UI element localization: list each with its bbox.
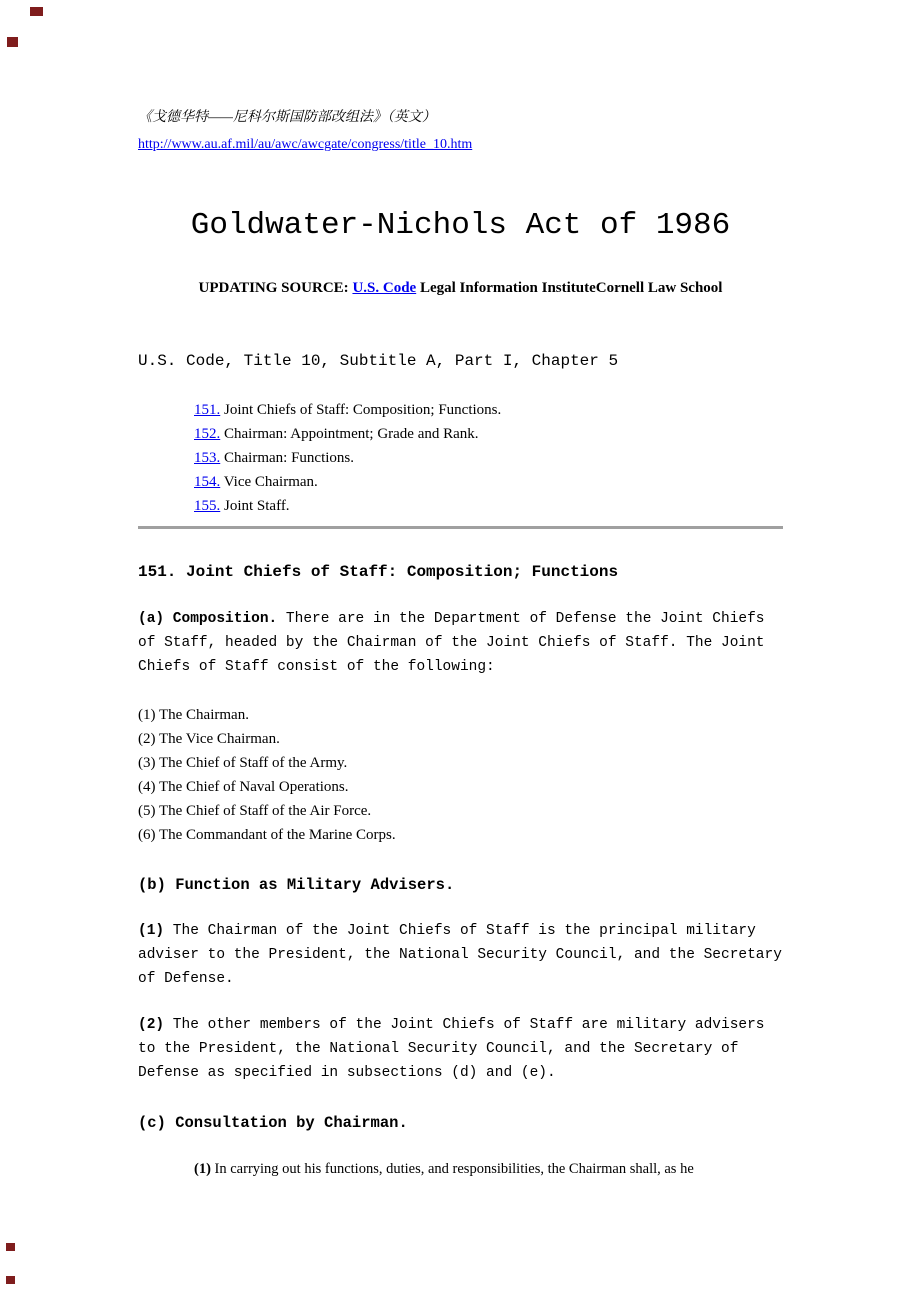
member-item-4: (4) The Chief of Naval Operations. xyxy=(138,779,349,795)
paragraph-b1-label: (1) xyxy=(138,923,165,939)
paragraph-c1-label: (1) xyxy=(194,1161,211,1177)
page-marker xyxy=(7,37,18,47)
member-item-5: (5) The Chief of Staff of the Air Force. xyxy=(138,803,372,819)
paragraph-c1-text: In carrying out his functions, duties, and responsibilities, the Chairman shall, as he xyxy=(210,1161,694,1177)
member-item-3: (3) The Chief of Staff of the Army. xyxy=(138,755,348,771)
section-151-heading: 151. Joint Chiefs of Staff: Composition; Functions xyxy=(138,563,619,581)
member-item-6: (6) The Commandant of the Marine Corps. xyxy=(138,827,396,843)
toc-label-154: Vice Chairman. xyxy=(220,474,318,490)
toc-item-154 xyxy=(194,470,783,494)
page-title: Goldwater-Nichols Act of 1986 xyxy=(190,208,731,243)
page-marker xyxy=(6,1243,15,1251)
paragraph-b1-text: The Chairman of the Joint Chiefs of Staff is the principal military adviser to the President, the National Security Council, and the Secretary of Defense. xyxy=(138,923,782,987)
page-marker xyxy=(30,7,43,16)
paragraph-a xyxy=(138,607,783,679)
heading-b: (b) Function as Military Advisers. xyxy=(138,876,455,894)
toc-link-151[interactable]: 151. xyxy=(194,402,221,418)
toc-link-152[interactable]: 152. xyxy=(194,426,221,442)
source-url-line xyxy=(138,135,783,154)
updating-source-suffix: Legal Information InstituteCornell Law School xyxy=(416,280,723,296)
paragraph-a-text: There are in the Department of Defense the Joint Chiefs of Staff, headed by the Chairman of the Joint Chiefs of Staff. The Joint Chiefs of Staff consist of the following: xyxy=(138,611,765,675)
us-code-link[interactable]: U.S. Code xyxy=(352,280,417,296)
paragraph-b2-text: The other members of the Joint Chiefs of Staff are military advisers to the President, the National Security Council, and the Secretary of Defense as specified in subsections (d) and (e). xyxy=(138,1017,765,1081)
member-item-1: (1) The Chairman. xyxy=(138,707,249,723)
paragraph-c1 xyxy=(194,1157,783,1181)
chinese-title-note: 《戈德华特——尼科尔斯国防部改组法》（英文） xyxy=(138,110,436,125)
paragraph-b1 xyxy=(138,919,783,991)
document-content xyxy=(138,0,783,1181)
heading-c: (c) Consultation by Chairman. xyxy=(138,1114,408,1132)
toc-link-154[interactable]: 154. xyxy=(194,474,221,490)
paragraph-b2-label: (2) xyxy=(138,1017,165,1033)
toc-item-153 xyxy=(194,446,783,470)
toc-item-152 xyxy=(194,422,783,446)
toc-label-153: Chairman: Functions. xyxy=(220,450,354,466)
toc-label-155: Joint Staff. xyxy=(220,498,290,514)
toc-link-153[interactable]: 153. xyxy=(194,450,221,466)
chapter-heading: U.S. Code, Title 10, Subtitle A, Part I, Chapter 5 xyxy=(138,352,619,370)
toc-item-151 xyxy=(194,398,783,422)
paragraph-b2 xyxy=(138,1013,783,1085)
source-url-link[interactable]: http://www.au.af.mil/au/awc/awcgate/congress/title_10.htm xyxy=(138,137,473,152)
toc-link-155[interactable]: 155. xyxy=(194,498,221,514)
updating-source-line xyxy=(138,278,783,298)
toc-label-151: Joint Chiefs of Staff: Composition; Functions. xyxy=(220,402,502,418)
divider-rule xyxy=(138,526,783,529)
member-item-2: (2) The Vice Chairman. xyxy=(138,731,280,747)
toc-item-155 xyxy=(194,494,783,518)
toc-label-152: Chairman: Appointment; Grade and Rank. xyxy=(220,426,479,442)
paragraph-a-label: (a) Composition. xyxy=(138,611,278,627)
updating-source-prefix: UPDATING SOURCE: xyxy=(198,280,353,296)
page-marker xyxy=(6,1276,15,1284)
toc-list xyxy=(138,398,783,518)
member-list xyxy=(138,703,783,847)
